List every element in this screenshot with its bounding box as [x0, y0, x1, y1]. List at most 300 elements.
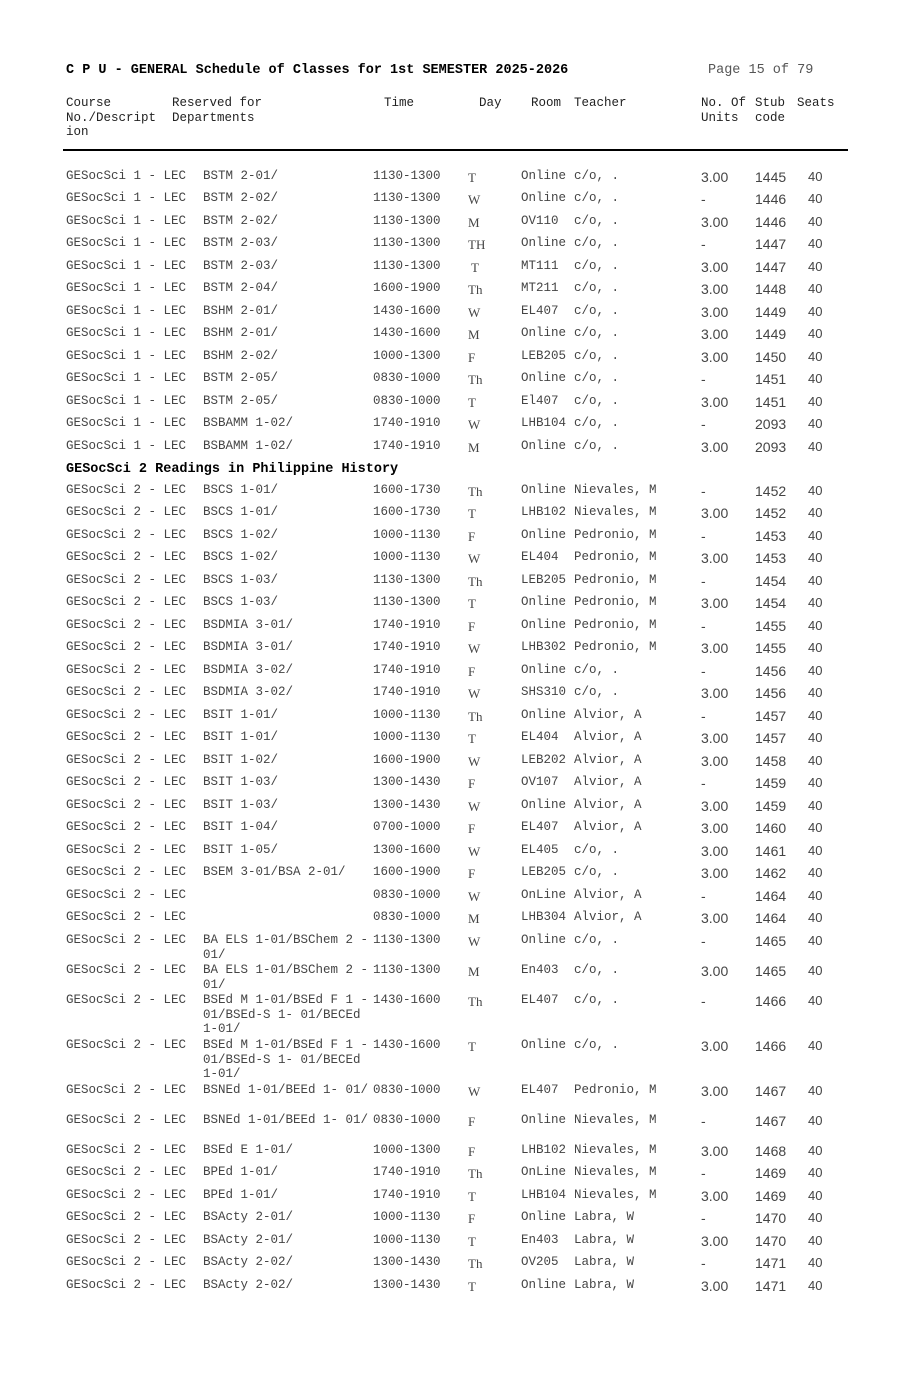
cell-stub: 1467	[755, 1113, 787, 1129]
cell-time: 1000-1130	[373, 708, 441, 722]
section-heading: GESocSci 2 Readings in Philippine History	[66, 462, 399, 477]
cell-day: W	[468, 934, 481, 949]
cell-room: MT211	[521, 281, 559, 295]
cell-course: GESocSci 2 - LEC	[66, 1278, 187, 1292]
cell-seats: 40	[808, 1038, 823, 1053]
cell-stub: 1470	[755, 1210, 787, 1226]
cell-day: T	[468, 170, 476, 185]
cell-course: GESocSci 2 - LEC	[66, 1210, 187, 1224]
cell-teacher: Pedronio, M	[574, 618, 657, 632]
cell-day: M	[468, 327, 480, 342]
cell-day: Th	[468, 709, 483, 724]
cell-units: 3.00	[701, 394, 729, 410]
cell-seats: 40	[808, 1233, 823, 1248]
cell-day: TH	[468, 237, 486, 252]
cell-seats: 40	[808, 933, 823, 948]
cell-dept: BSIT 1-01/	[203, 708, 279, 722]
cell-dept: BSTM 2-05/	[203, 371, 279, 385]
cell-teacher: Alvior, A	[574, 775, 642, 789]
cell-teacher: c/o, .	[574, 843, 620, 857]
cell-units: 3.00	[701, 1083, 729, 1099]
cell-teacher: Alvior, A	[574, 910, 642, 924]
cell-day: W	[468, 799, 481, 814]
cell-stub: 2093	[755, 439, 787, 455]
cell-seats: 40	[808, 505, 823, 520]
cell-day: F	[468, 619, 476, 634]
cell-course: GESocSci 2 - LEC	[66, 820, 187, 834]
cell-stub: 1451	[755, 371, 787, 387]
cell-course: GESocSci 2 - LEC	[66, 798, 187, 812]
cell-units: 3.00	[701, 304, 729, 320]
cell-units: -	[701, 663, 706, 679]
cell-units: 3.00	[701, 843, 729, 859]
cell-units: -	[701, 236, 706, 252]
cell-day: T	[468, 506, 476, 521]
cell-time: 0830-1000	[373, 394, 441, 408]
cell-room: LEB205	[521, 573, 567, 587]
cell-stub: 1455	[755, 618, 787, 634]
cell-units: -	[701, 708, 706, 724]
cell-day: T	[468, 1039, 476, 1054]
cell-day: T	[468, 731, 476, 746]
cell-stub: 1467	[755, 1083, 787, 1099]
cell-teacher: c/o, .	[574, 304, 620, 318]
col-header-time: Time	[384, 96, 415, 110]
cell-room: Online	[521, 236, 567, 250]
cell-room: Online	[521, 1278, 567, 1292]
cell-day: T	[468, 395, 476, 410]
cell-course: GESocSci 2 - LEC	[66, 505, 187, 519]
cell-room: Online	[521, 528, 567, 542]
cell-units: -	[701, 416, 706, 432]
cell-seats: 40	[808, 439, 823, 454]
cell-teacher: c/o, .	[574, 663, 620, 677]
cell-teacher: Nievales, M	[574, 1113, 657, 1127]
cell-room: Online	[521, 708, 567, 722]
cell-time: 1600-1900	[373, 281, 441, 295]
cell-dept: BSDMIA 3-02/	[203, 663, 294, 677]
cell-units: 3.00	[701, 169, 729, 185]
cell-units: 3.00	[701, 798, 729, 814]
cell-teacher: Labra, W	[574, 1255, 635, 1269]
cell-seats: 40	[808, 1278, 823, 1293]
cell-seats: 40	[808, 730, 823, 745]
cell-day: W	[468, 889, 481, 904]
cell-dept: BSTM 2-02/	[203, 214, 279, 228]
cell-room: Online	[521, 439, 567, 453]
cell-teacher: c/o, .	[574, 1038, 620, 1052]
cell-course: GESocSci 2 - LEC	[66, 910, 187, 924]
cell-room: El407	[521, 394, 559, 408]
cell-teacher: c/o, .	[574, 933, 620, 947]
cell-course: GESocSci 2 - LEC	[66, 1083, 187, 1097]
cell-room: EL404	[521, 550, 559, 564]
cell-units: 3.00	[701, 1233, 729, 1249]
cell-teacher: Pedronio, M	[574, 550, 657, 564]
cell-teacher: c/o, .	[574, 349, 620, 363]
cell-room: Online	[521, 169, 567, 183]
cell-seats: 40	[808, 416, 823, 431]
cell-day: F	[468, 866, 476, 881]
cell-time: 1300-1430	[373, 1255, 441, 1269]
cell-stub: 1458	[755, 753, 787, 769]
cell-dept: BSIT 1-04/	[203, 820, 279, 834]
cell-teacher: c/o, .	[574, 214, 620, 228]
cell-teacher: c/o, .	[574, 439, 620, 453]
cell-seats: 40	[808, 685, 823, 700]
cell-day: W	[468, 686, 481, 701]
cell-units: 3.00	[701, 326, 729, 342]
cell-stub: 1460	[755, 820, 787, 836]
cell-day: T	[468, 596, 476, 611]
cell-room: Online	[521, 1113, 567, 1127]
cell-course: GESocSci 1 - LEC	[66, 326, 187, 340]
cell-dept: BSDMIA 3-02/	[203, 685, 294, 699]
cell-stub: 1447	[755, 259, 787, 275]
cell-time: 1430-1600	[373, 993, 441, 1007]
cell-stub: 1461	[755, 843, 787, 859]
cell-seats: 40	[808, 236, 823, 251]
cell-course: GESocSci 2 - LEC	[66, 1255, 187, 1269]
cell-course: GESocSci 2 - LEC	[66, 528, 187, 542]
cell-seats: 40	[808, 326, 823, 341]
cell-time: 1130-1300	[373, 214, 441, 228]
cell-stub: 1464	[755, 888, 787, 904]
cell-day: M	[468, 440, 480, 455]
cell-day: W	[468, 305, 481, 320]
cell-day: W	[468, 551, 481, 566]
cell-course: GESocSci 2 - LEC	[66, 865, 187, 879]
cell-course: GESocSci 2 - LEC	[66, 1165, 187, 1179]
cell-course: GESocSci 2 - LEC	[66, 550, 187, 564]
cell-room: Online	[521, 1038, 567, 1052]
cell-teacher: Labra, W	[574, 1210, 635, 1224]
cell-units: 3.00	[701, 214, 729, 230]
cell-stub: 1457	[755, 730, 787, 746]
cell-units: 3.00	[701, 820, 729, 836]
col-header-day: Day	[479, 96, 502, 110]
cell-dept: BSEd M 1-01/BSEd F 1 -01/BSEd-S 1- 01/BECEd 1-01/	[203, 1038, 369, 1082]
cell-units: 3.00	[701, 550, 729, 566]
cell-units: -	[701, 933, 706, 949]
cell-teacher: Pedronio, M	[574, 595, 657, 609]
cell-room: Online	[521, 191, 567, 205]
page-title: C P U - GENERAL Schedule of Classes for 1st SEMESTER 2025-2026	[66, 63, 569, 78]
cell-time: 1740-1910	[373, 663, 441, 677]
cell-course: GESocSci 1 - LEC	[66, 214, 187, 228]
cell-teacher: Nievales, M	[574, 1143, 657, 1157]
cell-room: LHB304	[521, 910, 567, 924]
cell-course: GESocSci 1 - LEC	[66, 304, 187, 318]
cell-teacher: Nievales, M	[574, 1165, 657, 1179]
cell-stub: 1469	[755, 1188, 787, 1204]
cell-units: 3.00	[701, 963, 729, 979]
col-header-stub: Stub code	[755, 96, 786, 125]
cell-dept: BSHM 2-02/	[203, 349, 279, 363]
cell-dept: BSActy 2-01/	[203, 1210, 294, 1224]
cell-seats: 40	[808, 169, 823, 184]
cell-seats: 40	[808, 775, 823, 790]
cell-room: EL404	[521, 730, 559, 744]
cell-teacher: Labra, W	[574, 1278, 635, 1292]
cell-units: 3.00	[701, 505, 729, 521]
cell-units: -	[701, 1113, 706, 1129]
cell-seats: 40	[808, 1083, 823, 1098]
cell-seats: 40	[808, 528, 823, 543]
cell-seats: 40	[808, 281, 823, 296]
cell-dept: BSTM 2-03/	[203, 236, 279, 250]
cell-units: 3.00	[701, 439, 729, 455]
cell-dept: BSIT 1-03/	[203, 775, 279, 789]
col-header-reserved: Reserved for Departments	[172, 96, 263, 125]
cell-seats: 40	[808, 304, 823, 319]
cell-time: 1740-1910	[373, 618, 441, 632]
cell-room: Online	[521, 933, 567, 947]
cell-course: GESocSci 2 - LEC	[66, 993, 187, 1007]
cell-dept: BSDMIA 3-01/	[203, 640, 294, 654]
cell-seats: 40	[808, 963, 823, 978]
cell-teacher: c/o, .	[574, 281, 620, 295]
cell-teacher: Pedronio, M	[574, 1083, 657, 1097]
cell-room: EL407	[521, 820, 559, 834]
cell-time: 0830-1000	[373, 888, 441, 902]
cell-day: Th	[468, 994, 483, 1009]
cell-seats: 40	[808, 371, 823, 386]
cell-room: EL407	[521, 1083, 559, 1097]
cell-time: 1430-1600	[373, 304, 441, 318]
cell-seats: 40	[808, 349, 823, 364]
cell-day: W	[468, 1084, 481, 1099]
col-header-seats: Seats	[797, 96, 835, 110]
col-header-course: Course No./Descript ion	[66, 96, 157, 140]
cell-day: Th	[468, 1256, 483, 1271]
cell-stub: 1459	[755, 798, 787, 814]
cell-stub: 1448	[755, 281, 787, 297]
cell-course: GESocSci 2 - LEC	[66, 843, 187, 857]
cell-seats: 40	[808, 1210, 823, 1225]
cell-dept: BSDMIA 3-01/	[203, 618, 294, 632]
cell-time: 0700-1000	[373, 820, 441, 834]
cell-teacher: c/o, .	[574, 191, 620, 205]
cell-day: T	[468, 1234, 476, 1249]
cell-stub: 1468	[755, 1143, 787, 1159]
cell-units: 3.00	[701, 753, 729, 769]
cell-units: 3.00	[701, 1188, 729, 1204]
cell-day: W	[468, 192, 481, 207]
cell-room: LHB302	[521, 640, 567, 654]
cell-stub: 1469	[755, 1165, 787, 1181]
cell-dept: BSEd E 1-01/	[203, 1143, 294, 1157]
cell-teacher: Alvior, A	[574, 798, 642, 812]
cell-time: 1600-1900	[373, 753, 441, 767]
cell-seats: 40	[808, 798, 823, 813]
col-header-teacher: Teacher	[574, 96, 627, 110]
cell-dept: BSIT 1-05/	[203, 843, 279, 857]
cell-dept: BSHM 2-01/	[203, 326, 279, 340]
cell-units: -	[701, 191, 706, 207]
cell-time: 1740-1910	[373, 416, 441, 430]
cell-room: OV107	[521, 775, 559, 789]
cell-units: 3.00	[701, 910, 729, 926]
cell-stub: 1465	[755, 963, 787, 979]
cell-room: LHB102	[521, 1143, 567, 1157]
cell-course: GESocSci 1 - LEC	[66, 394, 187, 408]
cell-stub: 1446	[755, 191, 787, 207]
cell-course: GESocSci 2 - LEC	[66, 708, 187, 722]
cell-seats: 40	[808, 910, 823, 925]
cell-units: 3.00	[701, 281, 729, 297]
cell-seats: 40	[808, 753, 823, 768]
cell-room: En403	[521, 1233, 559, 1247]
cell-day: F	[468, 1211, 476, 1226]
cell-seats: 40	[808, 1188, 823, 1203]
cell-course: GESocSci 2 - LEC	[66, 730, 187, 744]
cell-seats: 40	[808, 888, 823, 903]
cell-course: GESocSci 2 - LEC	[66, 1188, 187, 1202]
cell-time: 1600-1900	[373, 865, 441, 879]
cell-day: Th	[468, 574, 483, 589]
cell-course: GESocSci 1 - LEC	[66, 191, 187, 205]
cell-room: Online	[521, 618, 567, 632]
cell-seats: 40	[808, 1165, 823, 1180]
cell-room: Online	[521, 663, 567, 677]
cell-day: T	[468, 260, 479, 275]
cell-course: GESocSci 2 - LEC	[66, 640, 187, 654]
cell-units: 3.00	[701, 1038, 729, 1054]
cell-teacher: Nievales, M	[574, 1188, 657, 1202]
cell-teacher: c/o, .	[574, 394, 620, 408]
cell-time: 1000-1130	[373, 730, 441, 744]
cell-units: 3.00	[701, 349, 729, 365]
cell-course: GESocSci 2 - LEC	[66, 663, 187, 677]
cell-teacher: Alvior, A	[574, 820, 642, 834]
cell-seats: 40	[808, 483, 823, 498]
cell-day: W	[468, 754, 481, 769]
cell-seats: 40	[808, 573, 823, 588]
cell-stub: 1466	[755, 1038, 787, 1054]
cell-stub: 1452	[755, 483, 787, 499]
cell-stub: 1450	[755, 349, 787, 365]
cell-dept: BSActy 2-02/	[203, 1278, 294, 1292]
cell-dept: BSTM 2-02/	[203, 191, 279, 205]
cell-time: 1130-1300	[373, 169, 441, 183]
cell-day: W	[468, 844, 481, 859]
cell-units: 3.00	[701, 259, 729, 275]
cell-stub: 1465	[755, 933, 787, 949]
cell-day: T	[468, 1189, 476, 1204]
cell-teacher: Alvior, A	[574, 753, 642, 767]
cell-day: F	[468, 350, 476, 365]
cell-room: Online	[521, 595, 567, 609]
cell-dept: BSBAMM 1-02/	[203, 439, 294, 453]
cell-seats: 40	[808, 595, 823, 610]
cell-stub: 1451	[755, 394, 787, 410]
cell-units: -	[701, 573, 706, 589]
cell-seats: 40	[808, 640, 823, 655]
cell-room: EL405	[521, 843, 559, 857]
cell-units: -	[701, 618, 706, 634]
cell-time: 0830-1000	[373, 1113, 441, 1127]
col-header-room: Room	[531, 96, 562, 110]
cell-stub: 1456	[755, 685, 787, 701]
cell-time: 1430-1600	[373, 1038, 441, 1052]
cell-dept: BSIT 1-02/	[203, 753, 279, 767]
cell-course: GESocSci 2 - LEC	[66, 618, 187, 632]
cell-room: Online	[521, 798, 567, 812]
cell-stub: 1457	[755, 708, 787, 724]
cell-units: 3.00	[701, 1278, 729, 1294]
cell-stub: 1454	[755, 573, 787, 589]
cell-stub: 1471	[755, 1278, 787, 1294]
cell-time: 1130-1300	[373, 933, 441, 947]
cell-room: LHB104	[521, 416, 567, 430]
cell-time: 1000-1300	[373, 349, 441, 363]
cell-dept: BPEd 1-01/	[203, 1165, 279, 1179]
cell-units: -	[701, 528, 706, 544]
cell-day: T	[468, 1279, 476, 1294]
cell-dept: BSActy 2-02/	[203, 1255, 294, 1269]
cell-day: F	[468, 776, 476, 791]
cell-teacher: c/o, .	[574, 169, 620, 183]
cell-day: Th	[468, 484, 483, 499]
cell-time: 1130-1300	[373, 236, 441, 250]
cell-time: 1740-1910	[373, 1165, 441, 1179]
cell-dept: BSTM 2-03/	[203, 259, 279, 273]
cell-dept: BSHM 2-01/	[203, 304, 279, 318]
cell-teacher: Nievales, M	[574, 483, 657, 497]
cell-course: GESocSci 2 - LEC	[66, 775, 187, 789]
cell-day: M	[468, 911, 480, 926]
cell-stub: 1447	[755, 236, 787, 252]
cell-time: 1740-1910	[373, 685, 441, 699]
cell-units: 3.00	[701, 640, 729, 656]
cell-stub: 1470	[755, 1233, 787, 1249]
cell-time: 1130-1300	[373, 963, 441, 977]
cell-time: 1600-1730	[373, 483, 441, 497]
cell-time: 0830-1000	[373, 371, 441, 385]
cell-time: 1740-1910	[373, 640, 441, 654]
cell-day: Th	[468, 282, 483, 297]
cell-course: GESocSci 1 - LEC	[66, 236, 187, 250]
cell-stub: 1446	[755, 214, 787, 230]
cell-teacher: c/o, .	[574, 326, 620, 340]
cell-dept: BSTM 2-01/	[203, 169, 279, 183]
cell-course: GESocSci 1 - LEC	[66, 439, 187, 453]
cell-day: F	[468, 664, 476, 679]
cell-seats: 40	[808, 1113, 823, 1128]
cell-day: M	[468, 215, 480, 230]
cell-room: Online	[521, 1210, 567, 1224]
cell-dept: BSCS 1-02/	[203, 528, 279, 542]
cell-units: 3.00	[701, 730, 729, 746]
cell-units: 3.00	[701, 865, 729, 881]
cell-seats: 40	[808, 1255, 823, 1270]
cell-teacher: Alvior, A	[574, 708, 642, 722]
cell-dept: BSCS 1-03/	[203, 595, 279, 609]
cell-room: OnLine	[521, 1165, 567, 1179]
cell-room: SHS310	[521, 685, 567, 699]
cell-course: GESocSci 2 - LEC	[66, 963, 187, 977]
cell-room: EL407	[521, 304, 559, 318]
cell-room: OV110	[521, 214, 559, 228]
col-header-units: No. Of Units	[701, 96, 747, 125]
cell-day: Th	[468, 1166, 483, 1181]
cell-course: GESocSci 1 - LEC	[66, 169, 187, 183]
cell-course: GESocSci 2 - LEC	[66, 753, 187, 767]
cell-seats: 40	[808, 259, 823, 274]
cell-room: LEB205	[521, 865, 567, 879]
cell-stub: 1464	[755, 910, 787, 926]
